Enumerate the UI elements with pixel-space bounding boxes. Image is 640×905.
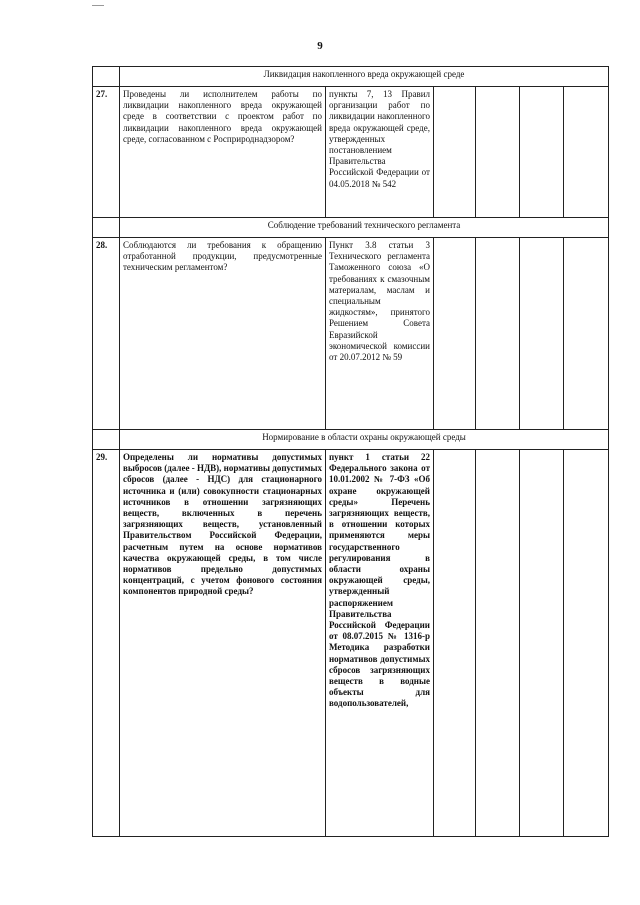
section-header bbox=[93, 430, 609, 450]
table-row bbox=[93, 450, 609, 837]
section-title: Соблюдение требований технического регламента bbox=[120, 218, 609, 238]
table-row bbox=[93, 87, 609, 218]
section-number-cell bbox=[93, 218, 120, 238]
answer-cell-na bbox=[520, 450, 564, 837]
section-header bbox=[93, 67, 609, 87]
answer-cell-yes bbox=[434, 450, 476, 837]
row-number: 27. bbox=[93, 87, 120, 218]
answer-cell-note bbox=[564, 450, 609, 837]
checklist-table bbox=[92, 66, 609, 837]
section-number-cell bbox=[93, 67, 120, 87]
section-number-cell bbox=[93, 430, 120, 450]
row-reference: пункты 7, 13 Правил организации работ по ликвидации накопленного вреда окружающей среде, утвержденных постановлением Правительства Российской Федерации от 04.05.2018 № 542 bbox=[326, 87, 434, 218]
row-question: Проведены ли исполнителем работы по ликвидации накопленного вреда окружающей среде в соответствии с проектом работ по ликвидации накопленного вреда окружающей среде, согласованном с Росприроднадзором? bbox=[120, 87, 326, 218]
table-row bbox=[93, 238, 609, 430]
row-number: 28. bbox=[93, 238, 120, 430]
answer-cell-note bbox=[564, 238, 609, 430]
answer-cell-no bbox=[476, 450, 520, 837]
answer-cell-no bbox=[476, 87, 520, 218]
answer-cell-na bbox=[520, 87, 564, 218]
answer-cell-note bbox=[564, 87, 609, 218]
answer-cell-yes bbox=[434, 87, 476, 218]
section-header bbox=[93, 218, 609, 238]
answer-cell-yes bbox=[434, 238, 476, 430]
page-number: 9 bbox=[317, 40, 323, 52]
scan-corner-mark bbox=[92, 5, 104, 6]
section-title: Нормирование в области охраны окружающей среды bbox=[120, 430, 609, 450]
row-reference: Пункт 3.8 статьи 3 Технического регламента Таможенного союза «О требованиях к смазочным материалам, маслам и специальным жидкостям», принятого Решением Совета Евразийской экономической комиссии от 20.07.2012 № 59 bbox=[326, 238, 434, 430]
row-number: 29. bbox=[93, 450, 120, 837]
answer-cell-no bbox=[476, 238, 520, 430]
row-question: Определены ли нормативы допустимых выбросов (далее - НДВ), нормативы допустимых сбросов (далее - НДС) для стационарного источника и (или) совокупности стационарных источников в отношении загрязняющих веществ, включенных в перечень загрязняющих веществ, установленный Правительством Российской Федерации, расчетным путем на основе нормативов качества окружающей среды, в том числе нормативов предельно допустимых концентраций, с учетом фонового состояния компонентов природной среды? bbox=[120, 450, 326, 837]
row-reference: пункт 1 статьи 22 Федерального закона от 10.01.2002 № 7-ФЗ «Об охране окружающей среды» Перечень загрязняющих веществ, в отношении которых применяются меры государственного регулирования в области охраны окружающей среды, утвержденный распоряжением Правительства Российской Федерации от 08.07.2015 № 1316-р Методика разработки нормативов допустимых сбросов загрязняющих веществ в водные объекты для водопользователей, bbox=[326, 450, 434, 837]
section-title: Ликвидация накопленного вреда окружающей среде bbox=[120, 67, 609, 87]
row-question: Соблюдаются ли требования к обращению отработанной продукции, предусмотренные техническим регламентом? bbox=[120, 238, 326, 430]
answer-cell-na bbox=[520, 238, 564, 430]
